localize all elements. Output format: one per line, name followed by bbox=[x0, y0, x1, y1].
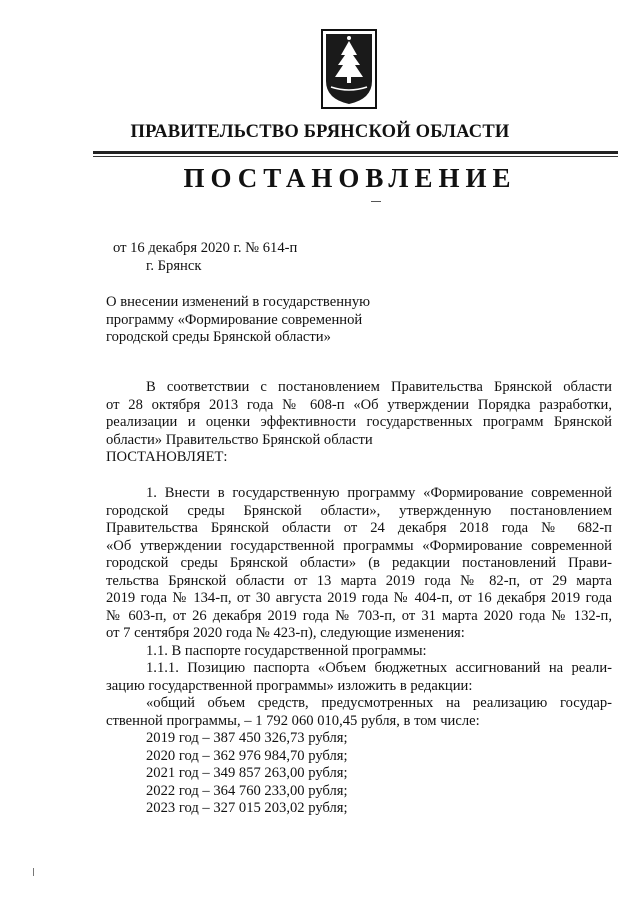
item1-line: № 603-п, от 26 декабря 2019 года № 703-п, от 31 марта 2020 года № 132-п, bbox=[106, 608, 612, 624]
preamble-line: В соответствии с постановлением Правительства Брянской области bbox=[146, 379, 612, 395]
item1-1-1-line: зацию государственной программы» изложить в редакции: bbox=[106, 678, 473, 694]
title-underscore-mark bbox=[371, 201, 381, 202]
item1-line: Правительства Брянской области от 24 декабря 2018 года № 682-п bbox=[106, 520, 612, 536]
subject-line: программу «Формирование современной bbox=[106, 312, 363, 328]
item1-line: «Об утверждении государственной программы «Формирование современной bbox=[106, 538, 612, 554]
header-rule-thick bbox=[93, 151, 618, 154]
organization-name: ПРАВИТЕЛЬСТВО БРЯНСКОЙ ОБЛАСТИ bbox=[130, 122, 510, 142]
preamble-line: от 28 октября 2013 года № 608-п «Об утверждении Порядка разработки, bbox=[106, 397, 612, 413]
year-allocation: 2023 год – 327 015 203,02 рубля; bbox=[146, 800, 348, 816]
preamble-line: области» Правительство Брянской области bbox=[106, 432, 373, 448]
item1-1-1-line: 1.1.1. Позицию паспорта «Объем бюджетных ассигнований на реали- bbox=[146, 660, 612, 676]
quote-line: «общий объем средств, предусмотренных на реализацию государ- bbox=[146, 695, 612, 711]
year-allocation: 2020 год – 362 976 984,70 рубля; bbox=[146, 748, 348, 764]
scan-speck bbox=[33, 868, 34, 876]
resolves-word: ПОСТАНОВЛЯЕТ: bbox=[106, 449, 228, 465]
item1-line: тельства Брянской области от 13 марта 2019 года № 82-п, от 29 марта bbox=[106, 573, 612, 589]
year-allocation: 2019 год – 387 450 326,73 рубля; bbox=[146, 730, 348, 746]
item1-line: городской среды Брянской области», утвержденную постановлением bbox=[106, 503, 612, 519]
year-allocation: 2022 год – 364 760 233,00 рубля; bbox=[146, 783, 348, 799]
item1-line: 1. Внести в государственную программу «Формирование современной bbox=[146, 485, 612, 501]
quote-line: ственной программы, – 1 792 060 010,45 рубля, в том числе: bbox=[106, 713, 480, 729]
year-allocation: 2021 год – 349 857 263,00 рубля; bbox=[146, 765, 348, 781]
subject-line: городской среды Брянской области» bbox=[106, 329, 331, 345]
header-rule-thin bbox=[93, 156, 618, 157]
item1-1: 1.1. В паспорте государственной программы: bbox=[146, 643, 427, 659]
document-type-title: ПОСТАНОВЛЕНИЕ bbox=[183, 163, 517, 193]
subject-line: О внесении изменений в государственную bbox=[106, 294, 371, 310]
coat-of-arms-icon bbox=[321, 29, 377, 109]
city: г. Брянск bbox=[146, 258, 202, 274]
date-number: от 16 декабря 2020 г. № 614-п bbox=[113, 240, 298, 256]
preamble-line: реализации и оценки эффективности государственных программ Брянской bbox=[106, 414, 612, 430]
item1-line: городской среды Брянской области» (в редакции постановлений Прави- bbox=[106, 555, 612, 571]
item1-line: от 7 сентября 2020 года № 423-п), следующие изменения: bbox=[106, 625, 465, 641]
item1-line: 2019 года № 134-п, от 30 августа 2019 года № 404-п, от 16 декабря 2019 года bbox=[106, 590, 612, 606]
